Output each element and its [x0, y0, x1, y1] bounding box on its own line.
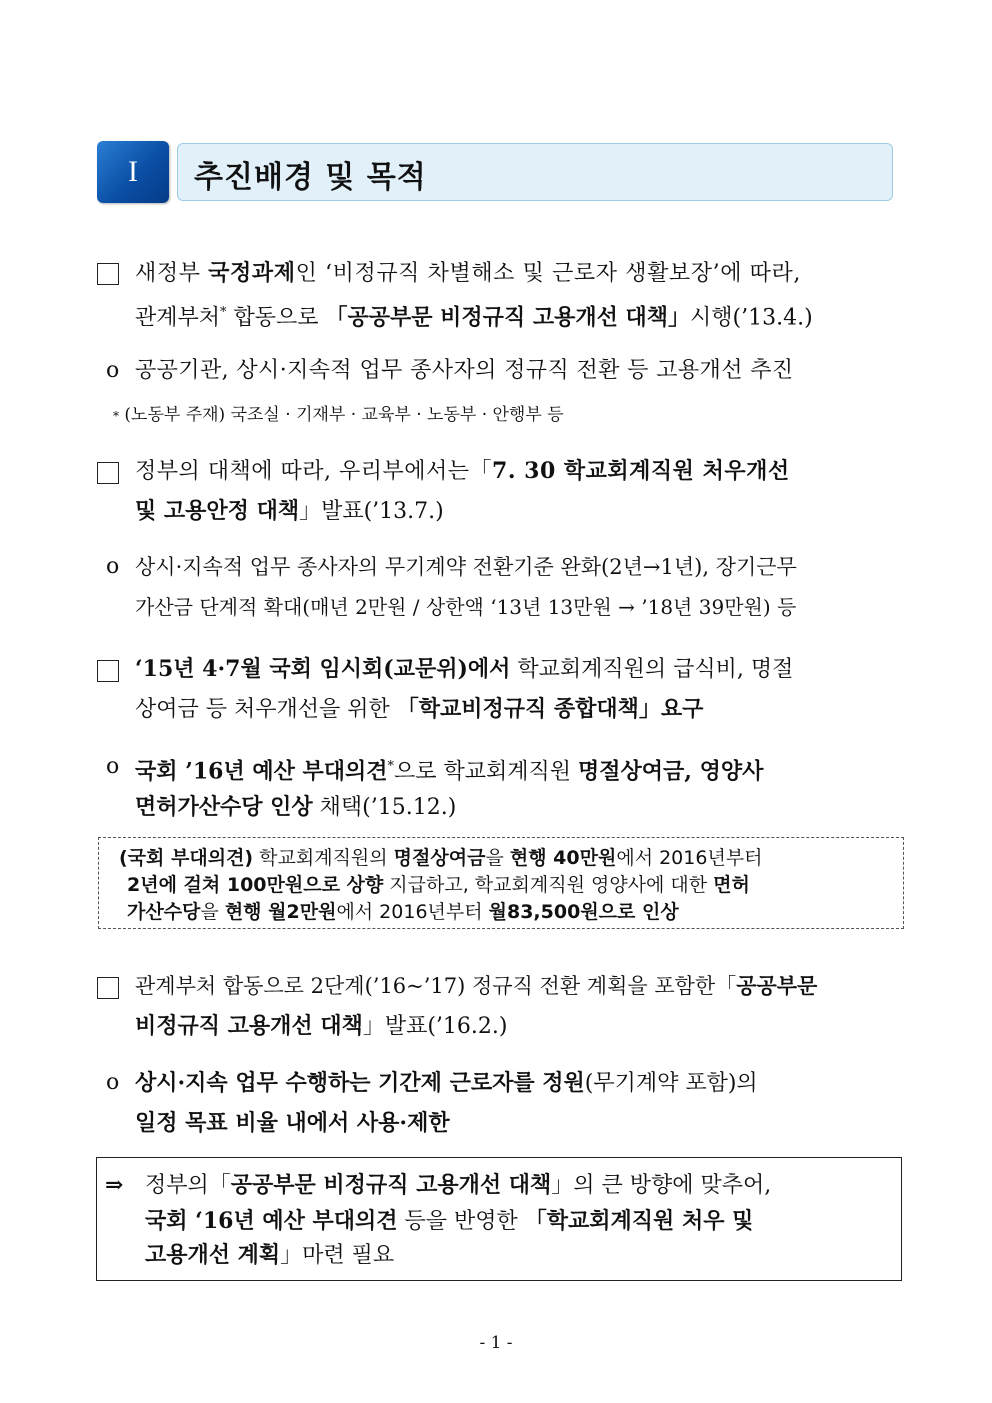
- bullet-o-icon: o: [106, 358, 120, 383]
- p2-sub-1: 상시·지속적 업무 종사자의 무기계약 전환기준 완화(2년→1년), 장기근무: [135, 555, 797, 579]
- conclusion-box: [96, 1157, 902, 1281]
- checkbox-square-icon: [97, 462, 119, 484]
- bullet-o-icon: o: [106, 554, 120, 579]
- section-title: 추진배경 및 목적: [194, 160, 427, 195]
- p1-line-1: 새정부 국정과제인 ‘비정규직 차별해소 및 근로자 생활보장’에 따라,: [135, 260, 801, 286]
- conclusion-line-1: 정부의「공공부문 비정규직 고용개선 대책」의 큰 방향에 맞추어,: [145, 1172, 772, 1198]
- p4-sub-2: 일정 목표 비율 내에서 사용·제한: [135, 1110, 450, 1136]
- note-line-3: 가산수당을 현행 월2만원에서 2016년부터 월83,500원으로 인상: [127, 901, 679, 923]
- conclusion-line-2: 국회 ‘16년 예산 부대의견 등을 반영한 「학교회계직원 처우 및: [145, 1208, 754, 1234]
- p1-sub: 공공기관, 상시·지속적 업무 종사자의 정규직 전환 등 고용개선 추진: [135, 358, 794, 383]
- checkbox-square-icon: [97, 263, 119, 285]
- note-box: [98, 837, 904, 929]
- section-header: [97, 141, 895, 203]
- p4-sub-1: 상시·지속 업무 수행하는 기간제 근로자를 정원(무기계약 포함)의: [135, 1070, 758, 1096]
- p4-line-2: 비정규직 고용개선 대책」발표(’16.2.): [135, 1013, 508, 1039]
- arrow-right-icon: ⇒: [105, 1172, 124, 1198]
- p2-line-2: 및 고용안정 대책」발표(’13.7.): [135, 498, 444, 524]
- p3-sub-2: 면허가산수당 인상 채택(’15.12.): [135, 794, 457, 820]
- p2-line-1: 정부의 대책에 따라, 우리부에서는「7. 30 학교회계직원 처우개선: [135, 458, 790, 484]
- bullet-o-icon: o: [106, 1070, 120, 1095]
- checkbox-square-icon: [97, 660, 119, 682]
- p3-line-2: 상여금 등 처우개선을 위한 「학교비정규직 종합대책」요구: [135, 696, 704, 722]
- p1-note: * (노동부 주재) 국조실 · 기재부 · 교육부 · 노동부 · 안행부 등: [113, 405, 564, 425]
- p4-line-1: 관계부처 합동으로 2단계(’16~’17) 정규직 전환 계획을 포함한「공공부문: [135, 973, 818, 998]
- section-number-badge: I: [97, 141, 169, 203]
- note-line-2: 2년에 걸쳐 100만원으로 상향 지급하고, 학교회계직원 영양사에 대한 면허: [127, 874, 750, 896]
- conclusion-line-3: 고용개선 계획」마련 필요: [145, 1242, 395, 1268]
- page-number: - 1 -: [479, 1333, 513, 1353]
- bullet-o-icon: o: [106, 754, 120, 779]
- p3-line-1: ‘15년 4·7월 국회 임시회(교문위)에서 학교회계직원의 급식비, 명절: [135, 656, 794, 682]
- checkbox-square-icon: [97, 977, 119, 999]
- note-line-1: (국회 부대의견) 학교회계직원의 명절상여금을 현행 40만원에서 2016년부터: [119, 847, 763, 869]
- p2-sub-2: 가산금 단계적 확대(매년 2만원 / 상한액 ‘13년 13만원 → ’18년 39만원) 등: [135, 595, 797, 619]
- section-title-box: [177, 143, 893, 201]
- p3-sub-1: 국회 ’16년 예산 부대의견*으로 학교회계직원 명절상여금, 영양사: [135, 758, 764, 785]
- p1-line-2: 관계부처* 합동으로 「공공부문 비정규직 고용개선 대책」시행(’13.4.): [135, 304, 813, 331]
